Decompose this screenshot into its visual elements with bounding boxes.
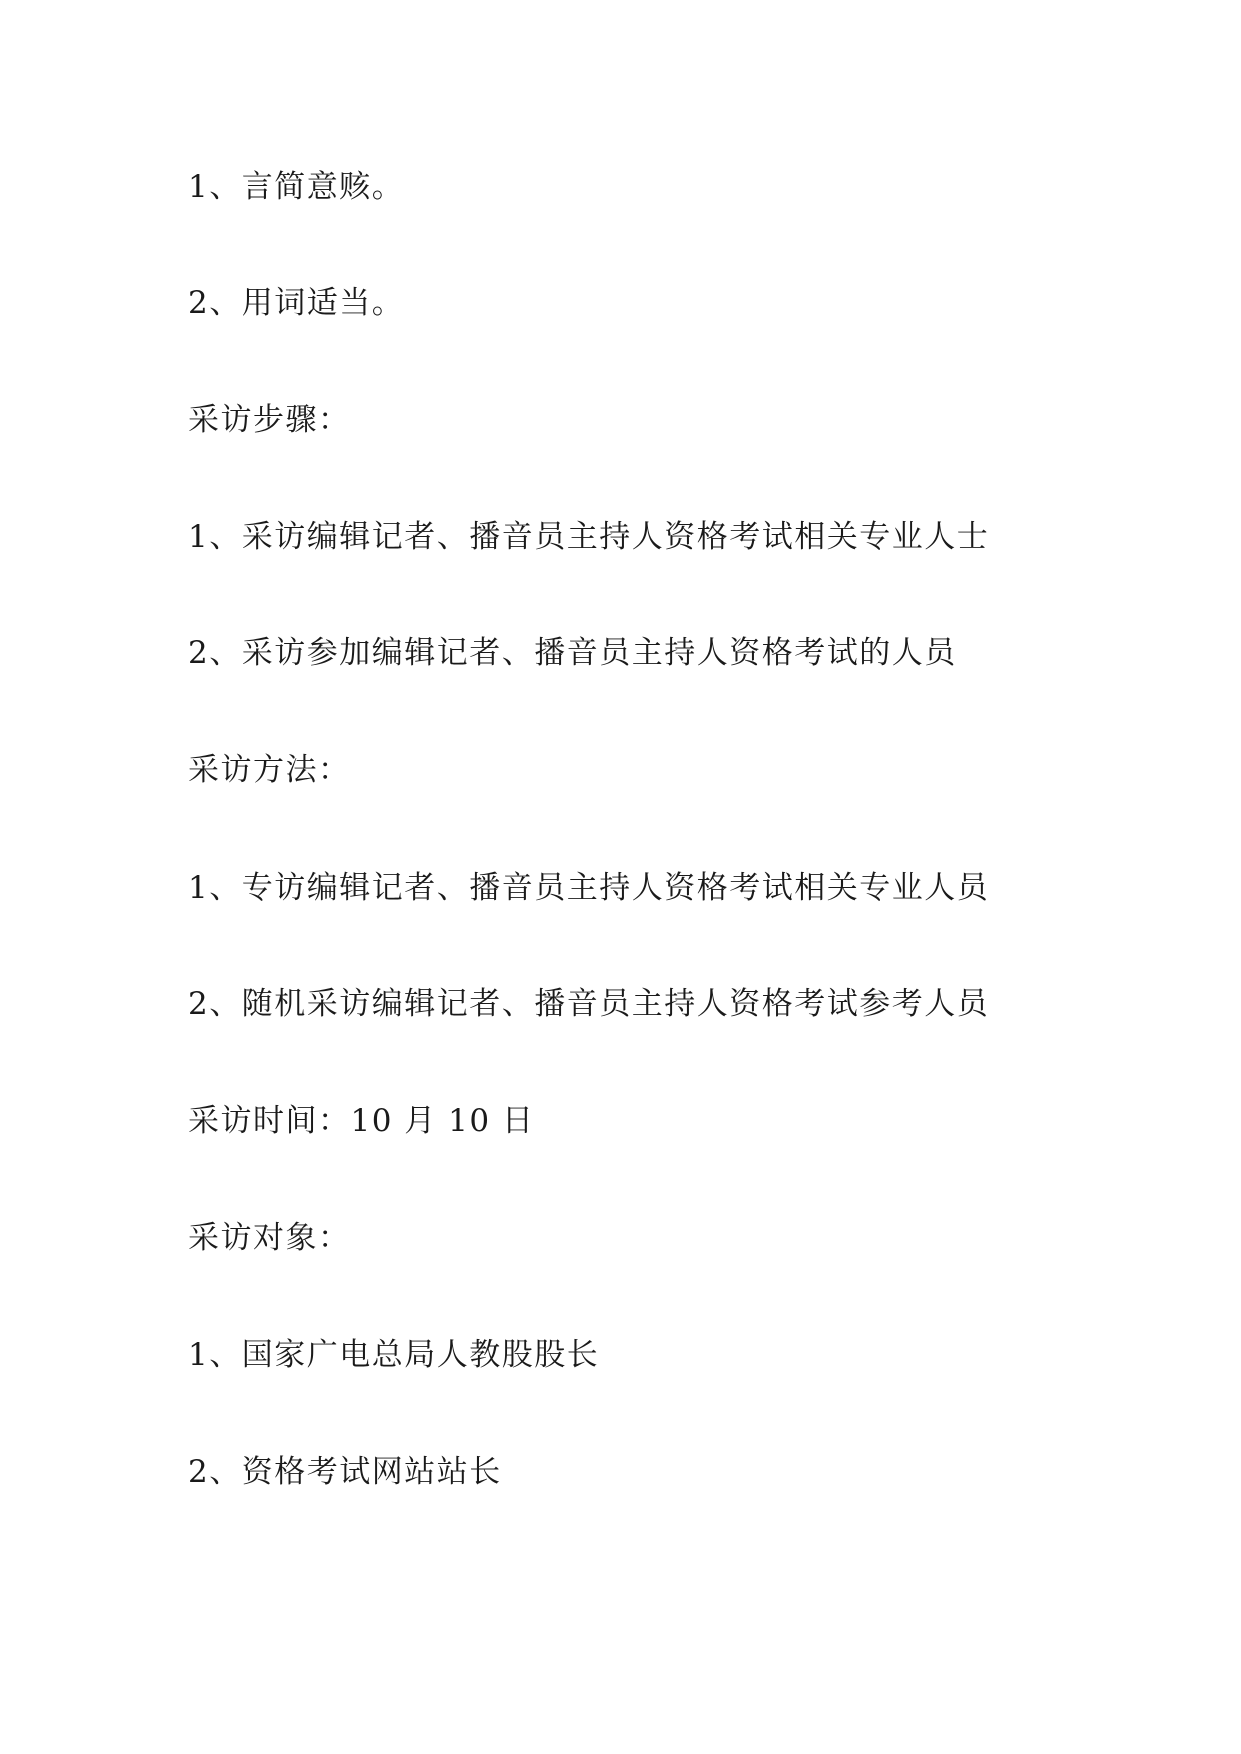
section-heading: 采访步骤：: [188, 402, 351, 438]
section-heading: 采访对象：: [188, 1220, 351, 1256]
section-heading: 采访方法：: [188, 752, 351, 788]
text-line: 2、用词适当。: [188, 285, 405, 321]
text-line: 1、言简意赅。: [188, 169, 405, 205]
interview-time: 采访时间：10 月 10 日: [188, 1103, 535, 1139]
text-line: 2、资格考试网站站长: [188, 1454, 502, 1490]
text-line: 2、采访参加编辑记者、播音员主持人资格考试的人员: [188, 635, 957, 671]
text-line: 1、采访编辑记者、播音员主持人资格考试相关专业人士: [188, 519, 990, 555]
text-line: 2、随机采访编辑记者、播音员主持人资格考试参考人员: [188, 986, 990, 1022]
text-line: 1、国家广电总局人教股股长: [188, 1337, 600, 1373]
text-line: 1、专访编辑记者、播音员主持人资格考试相关专业人员: [188, 870, 990, 906]
